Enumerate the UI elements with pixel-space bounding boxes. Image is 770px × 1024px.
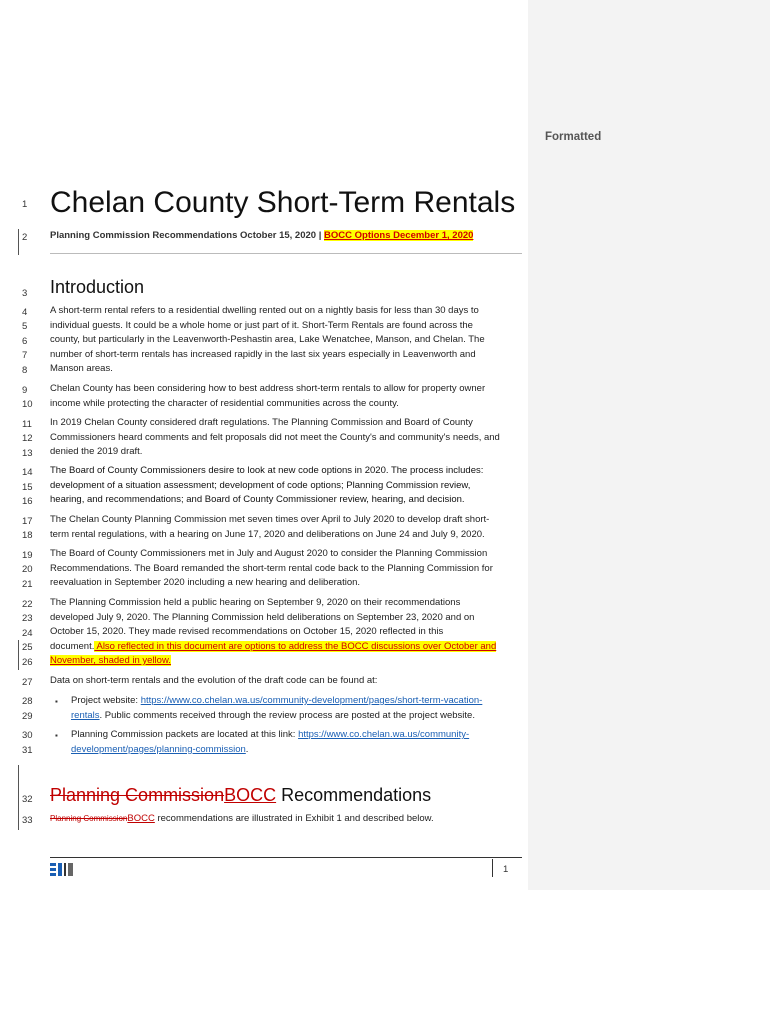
line-number: 29 bbox=[22, 711, 33, 722]
document-subtitle bbox=[50, 230, 473, 241]
text-line: The Chelan County Planning Commission met seven times over April to July 2020 to develop draft short- bbox=[50, 514, 490, 525]
line-number: 6 bbox=[22, 336, 28, 347]
inserted-text: BOCC bbox=[224, 785, 277, 805]
line-number: 1 bbox=[22, 199, 28, 210]
recommendations-heading bbox=[50, 785, 431, 806]
line-number: 4 bbox=[22, 307, 28, 318]
line-number: 9 bbox=[22, 385, 28, 396]
text-span: document. bbox=[50, 640, 95, 652]
line-number: 28 bbox=[22, 696, 33, 707]
text-line: developed July 9, 2020. The Planning Commission held deliberations on September 23, 2020 and on bbox=[50, 611, 475, 623]
deleted-text: Planning Commission bbox=[50, 785, 225, 805]
text-line: Commissioners heard comments and felt proposals did not meet the County's and community's needs, and bbox=[50, 431, 500, 443]
text-line: The Planning Commission held a public hearing on September 9, 2020 on their recommendations bbox=[50, 597, 461, 608]
highlighted-revision: Also reflected in this document are options to address the BOCC discussions over October and bbox=[94, 640, 497, 652]
line-number: 14 bbox=[22, 467, 33, 478]
text-line: reevaluation in September 2020 including a new hearing and deliberation. bbox=[50, 577, 361, 588]
text-line: October 15, 2020. They made revised recommendations on October 15, 2020 reflected in this bbox=[50, 626, 444, 637]
intro-paragraph-5 bbox=[50, 513, 522, 542]
line-number: 23 bbox=[22, 613, 33, 624]
change-bar bbox=[18, 765, 19, 830]
intro-paragraph-3 bbox=[50, 416, 522, 460]
line-number: 16 bbox=[22, 496, 33, 507]
text-span: Recommendations bbox=[276, 785, 432, 805]
introduction-heading: Introduction bbox=[50, 277, 145, 297]
line-number: 11 bbox=[22, 419, 32, 430]
line-number: 5 bbox=[22, 321, 28, 332]
recommendations-paragraph bbox=[50, 812, 522, 827]
line-number: 12 bbox=[22, 433, 33, 444]
planning-commission-link[interactable]: https://www.co.chelan.wa.us/community- bbox=[298, 729, 470, 740]
text-line: denied the 2019 draft. bbox=[50, 446, 143, 457]
text-line: Chelan County has been considering how to best address short-term rentals to allow for property owner bbox=[50, 383, 486, 394]
text-line: county, but particularly in the Leavenworth-Peshastin area, Lake Wenatchee, Manson, and Chelan. The bbox=[50, 334, 485, 345]
footer-rule bbox=[50, 857, 522, 858]
line-number: 3 bbox=[22, 288, 28, 299]
intro-paragraph-8: Data on short-term rentals and the evolution of the draft code can be found at: bbox=[50, 675, 378, 686]
text-line bbox=[50, 640, 522, 655]
text-line: hearing, and recommendations; and Board of County Commissioner review, hearing, and decision. bbox=[50, 494, 465, 505]
line-number: 26 bbox=[22, 657, 33, 668]
line-number: 33 bbox=[22, 815, 33, 826]
project-website-link[interactable]: https://www.co.chelan.wa.us/community-development/pages/short-term-vacation- bbox=[140, 695, 483, 706]
bullet-marker: ▪ bbox=[55, 697, 58, 706]
line-number: 25 bbox=[22, 642, 33, 653]
text-line: number of short-term rentals has increased rapidly in the last six years especially in Leavenworth and bbox=[50, 348, 476, 360]
text-span: . bbox=[245, 743, 249, 755]
deleted-text: Planning Commission bbox=[50, 814, 128, 823]
line-number: 22 bbox=[22, 599, 33, 610]
line-number: 13 bbox=[22, 448, 33, 459]
line-number: 10 bbox=[22, 399, 33, 410]
bullet-marker: ▪ bbox=[55, 731, 58, 740]
project-website-link-cont[interactable]: rentals bbox=[71, 709, 100, 721]
line-number: 7 bbox=[22, 350, 28, 361]
subtitle-highlighted-revision: BOCC Options December 1, 2020 bbox=[324, 230, 474, 241]
footer-logo bbox=[50, 862, 74, 876]
line-number: 24 bbox=[22, 628, 33, 639]
line-number: 20 bbox=[22, 564, 33, 575]
footer-separator bbox=[492, 859, 493, 877]
bullet-planning-packets bbox=[71, 728, 522, 757]
line-number: 21 bbox=[22, 579, 33, 590]
line-number: 15 bbox=[22, 482, 33, 493]
line-number: 8 bbox=[22, 365, 28, 376]
document-title: Chelan County Short-Term Rentals bbox=[50, 186, 516, 219]
change-bar bbox=[18, 229, 19, 255]
bullet-project-website bbox=[71, 694, 522, 723]
text-span: Project website: bbox=[71, 695, 141, 706]
text-span: recommendations are illustrated in Exhibit 1 and described below. bbox=[154, 813, 434, 824]
line-number: 32 bbox=[22, 794, 33, 805]
text-span: Planning Commission packets are located at this link: bbox=[71, 729, 299, 740]
highlighted-revision: November, shaded in yellow. bbox=[50, 655, 171, 666]
planning-commission-link-cont[interactable]: development/pages/planning-commission bbox=[71, 743, 246, 755]
subtitle-text: Planning Commission Recommendations October 15, 2020 | bbox=[50, 230, 325, 241]
text-line: The Board of County Commissioners met in July and August 2020 to consider the Planning Commission bbox=[50, 548, 488, 559]
text-line: Manson areas. bbox=[50, 363, 113, 374]
line-number: 17 bbox=[22, 516, 33, 527]
text-line: term rental regulations, with a hearing on June 17, 2020 and deliberations on June 24 and July 9, 2020. bbox=[50, 528, 485, 540]
intro-paragraph-7 bbox=[50, 596, 522, 669]
text-line: The Board of County Commissioners desire to look at new code options in 2020. The process includes: bbox=[50, 465, 484, 476]
line-number: 31 bbox=[22, 745, 33, 756]
intro-paragraph-1 bbox=[50, 304, 522, 377]
line-number: 19 bbox=[22, 550, 33, 561]
change-bar bbox=[18, 640, 19, 670]
text-span: . Public comments received through the review process are posted at the project website. bbox=[99, 709, 475, 721]
text-line: development of a situation assessment; development of code options; Planning Commission review, bbox=[50, 479, 471, 491]
intro-paragraph-4 bbox=[50, 464, 522, 508]
line-number: 2 bbox=[22, 232, 28, 243]
text-line bbox=[50, 654, 522, 669]
intro-paragraph-6 bbox=[50, 547, 522, 591]
text-line: individual guests. It could be a whole home or just part of it. Short-Term Rentals are found across the bbox=[50, 319, 473, 331]
inserted-text: BOCC bbox=[127, 813, 155, 824]
text-line: income while protecting the character of residential communities across the county. bbox=[50, 397, 399, 409]
margin-pane-title: Formatted bbox=[545, 131, 602, 143]
line-number: 27 bbox=[22, 677, 33, 688]
line-number: 30 bbox=[22, 730, 33, 741]
intro-paragraph-2 bbox=[50, 382, 522, 411]
line-number: 18 bbox=[22, 530, 33, 541]
title-divider bbox=[50, 253, 522, 254]
text-line: A short-term rental refers to a residential dwelling rented out on a nightly basis for less than 30 days to bbox=[50, 305, 479, 316]
text-line: In 2019 Chelan County considered draft regulations. The Planning Commission and Board of County bbox=[50, 417, 473, 428]
page-number: 1 bbox=[503, 864, 509, 875]
text-line: Recommendations. The Board remanded the short-term rental code back to the Planning Commission for bbox=[50, 562, 493, 574]
